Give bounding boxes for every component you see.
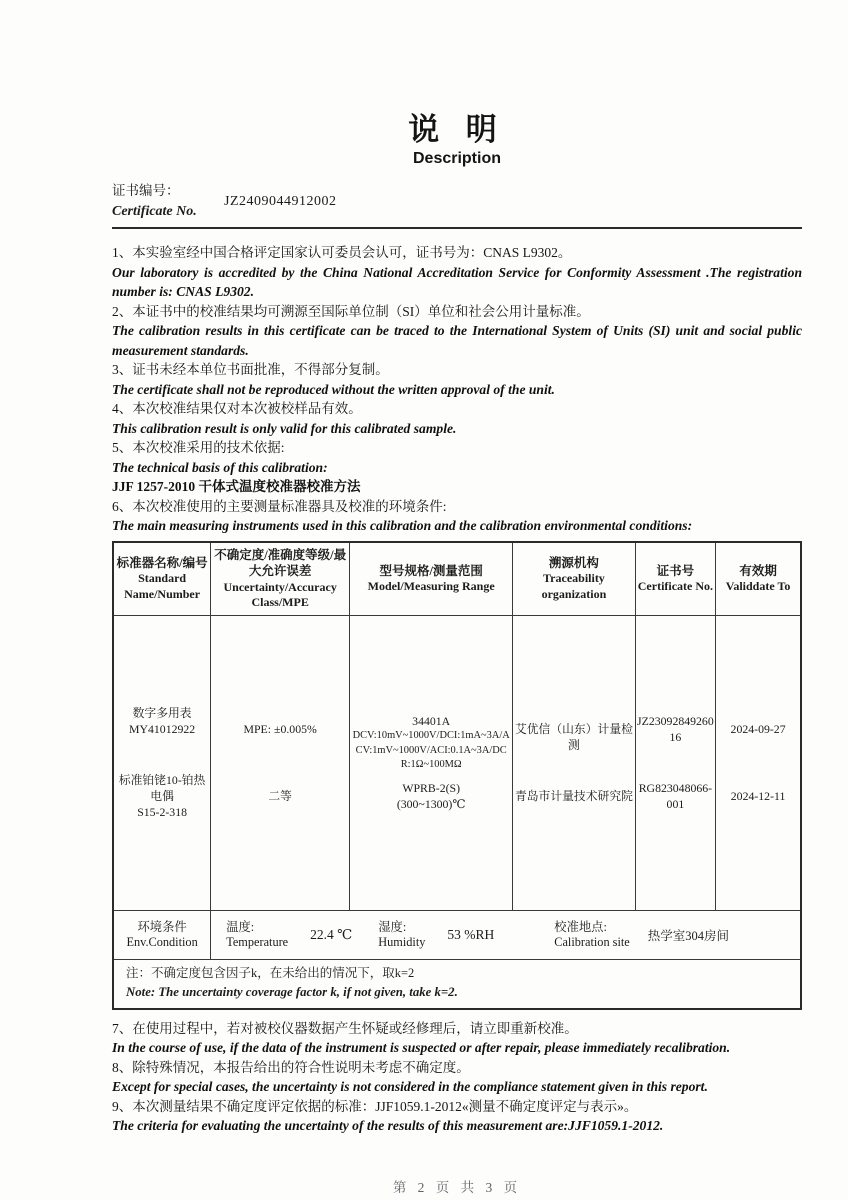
header-traceability: 溯源机构 Traceability organization bbox=[513, 542, 635, 616]
cell-valid-to bbox=[716, 615, 801, 910]
note-8-cn: 8、除特殊情况，本报告给出的符合性说明未考虑不确定度。 bbox=[112, 1059, 470, 1075]
note-5-method: JJF 1257-2010 干体式温度校准器校准方法 bbox=[112, 479, 361, 494]
header-standard-name: 标准器名称/编号 Standard Name/Number bbox=[113, 542, 211, 616]
table-body-row bbox=[113, 615, 801, 910]
note-8-en: Except for special cases, the uncertainty is not considered in the compliance statement given in this report. bbox=[112, 1079, 708, 1094]
environment-row bbox=[113, 910, 801, 959]
instrument-1-certificate: JZ23092849260 16 bbox=[637, 714, 714, 744]
instrument-1-name: 数字多用表 MY41012922 bbox=[128, 706, 196, 736]
humidity-value: 53 %RH bbox=[447, 926, 495, 942]
instrument-1-uncertainty: MPE: ±0.005% bbox=[243, 722, 317, 736]
cell-traceability bbox=[513, 615, 635, 910]
certificate-number-value: JZ2409044912002 bbox=[224, 194, 337, 209]
instrument-1-traceability: 艾优信（山东）计量检测 bbox=[514, 722, 633, 752]
calibration-site-label: 校准地点: Calibration site bbox=[554, 919, 630, 949]
note-9-en: The criteria for evaluating the uncertainty of the results of this measurement are:JJF1059.1-2012. bbox=[112, 1118, 664, 1133]
instrument-2-model: WPRB-2(S) (300~1300)℃ bbox=[396, 781, 466, 811]
uncertainty-note-row bbox=[113, 959, 801, 1009]
note-7-cn: 7、在使用过程中，若对被校仪器数据产生怀疑或经修理后，请立即重新校准。 bbox=[112, 1020, 578, 1036]
cell-model-range bbox=[350, 615, 513, 910]
instrument-2-name: 标准铂铑10-铂热电偶 S15-2-318 bbox=[118, 773, 206, 819]
note-2-cn: 2、本证书中的校准结果均可溯源至国际单位制（SI）单位和社会公用计量标准。 bbox=[112, 303, 590, 319]
uncertainty-note-en: Note: The uncertainty coverage factor k, if not given, take k=2. bbox=[126, 984, 458, 999]
temperature-value: 22.4 ℃ bbox=[310, 926, 353, 942]
note-4-en: This calibration result is only valid for this calibrated sample. bbox=[112, 420, 457, 436]
note-3-cn: 3、证书未经本单位书面批准，不得部分复制。 bbox=[112, 362, 389, 377]
cell-uncertainty bbox=[211, 615, 350, 910]
notes-top bbox=[112, 243, 802, 536]
header-model-range: 型号规格/测量范围 Model/Measuring Range bbox=[350, 542, 513, 616]
instrument-2-uncertainty: 二等 bbox=[268, 789, 292, 803]
cell-certificate-no bbox=[635, 615, 715, 910]
instrument-2-certificate: RG823048066- 001 bbox=[638, 781, 713, 811]
note-4-cn: 4、本次校准结果仅对本次被校样品有效。 bbox=[112, 401, 362, 416]
page-title: 说 明 bbox=[408, 112, 506, 147]
page-subtitle: Description bbox=[412, 150, 501, 167]
calibration-site-value: 热学室304房间 bbox=[647, 928, 730, 943]
note-1-en: Our laboratory is accredited by the China National Accreditation Service for Conformity Assessment .The registration number is: CNAS L9302. bbox=[112, 264, 802, 299]
note-9-cn: 9、本次测量结果不确定度评定依据的标准：JJF1059.1-2012«测量不确定度评定与表示»。 bbox=[112, 1098, 638, 1114]
notes-bottom bbox=[112, 1019, 802, 1136]
page-content bbox=[112, 0, 802, 1196]
note-6-en: The main measuring instruments used in this calibration and the calibration environmental conditions: bbox=[112, 518, 693, 533]
cell-standard-name bbox=[113, 615, 211, 910]
uncertainty-note-cn: 注：不确定度包含因子k，在未给出的情况下，取k=2 bbox=[126, 965, 415, 980]
header-uncertainty: 不确定度/准确度等级/最大允许误差 Uncertainty/Accuracy Class/MPE bbox=[211, 542, 350, 616]
instrument-1-valid-to: 2024-09-27 bbox=[730, 722, 786, 736]
header-valid-to: 有效期 Validdate To bbox=[716, 542, 801, 616]
table-header-row bbox=[113, 542, 801, 616]
note-5-cn: 5、本次校准采用的技术依据: bbox=[112, 440, 285, 455]
note-3-en: The certificate shall not be reproduced without the written approval of the unit. bbox=[112, 381, 555, 397]
environment-values-cell bbox=[211, 910, 801, 959]
humidity-label: 湿度: Humidity bbox=[378, 919, 426, 949]
instruments-table bbox=[112, 541, 802, 1010]
certificate-number-row bbox=[112, 181, 802, 229]
note-5-en: The technical basis of this calibration: bbox=[112, 459, 328, 475]
temperature-label: 温度: Temperature bbox=[226, 919, 289, 949]
certificate-label-cn: 证书编号： bbox=[112, 183, 180, 198]
note-2-en: The calibration results in this certificate can be traced to the International System of Units (SI) unit and social public measurement standards. bbox=[112, 323, 802, 358]
header-certificate-no: 证书号 Certificate No. bbox=[635, 542, 715, 616]
environment-label-cell: 环境条件 Env.Condition bbox=[113, 910, 211, 959]
instrument-2-valid-to: 2024-12-11 bbox=[730, 789, 786, 803]
certificate-label-en: Certificate No. bbox=[112, 204, 197, 219]
note-6-cn: 6、本次校准使用的主要测量标准器具及校准的环境条件: bbox=[112, 498, 447, 514]
uncertainty-note-cell bbox=[113, 959, 801, 1009]
note-1-cn: 1、本实验室经中国合格评定国家认可委员会认可，证书号为：CNAS L9302。 bbox=[112, 245, 572, 260]
note-7-en: In the course of use, if the data of the instrument is suspected or after repair, please immediately recalibration. bbox=[112, 1040, 731, 1055]
instrument-1-model: 34401A DCV:10mV~1000V/DCI:1mA~3A/A CV:1mV~1000V/ACI:0.1A~3A/DC R:1Ω~100MΩ bbox=[352, 714, 510, 770]
page-number: 第 2 页 共 3 页 bbox=[392, 1179, 522, 1195]
instrument-2-traceability: 青岛市计量技术研究院 bbox=[514, 789, 633, 803]
